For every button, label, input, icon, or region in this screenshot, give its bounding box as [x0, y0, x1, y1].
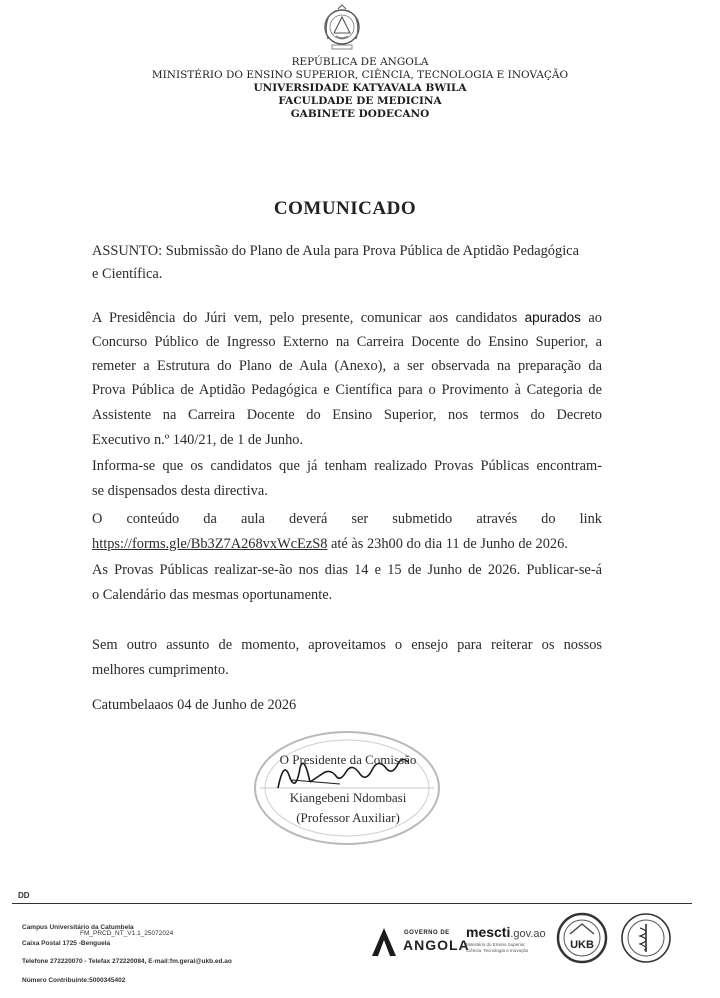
p1-line-1-text: A Presidência do Júri vem, pelo presente, comunicar aos candidatos: [92, 310, 518, 326]
paragraph-3-line-2: [92, 535, 602, 553]
paragraph-4-line-2: o Calendário das mesmas oportunamente.: [92, 587, 333, 603]
mescti-logo: mescti.gov.ao: [466, 924, 546, 940]
paragraph-1-line-3: remeter a Estrutura do Plano de Aula (Anexo), a ser observada na preparação da: [92, 358, 602, 374]
footer-tax-number: Número Contribuinte:5000345402: [22, 977, 126, 984]
header-university: UNIVERSIDADE KATYAVALA BWILA: [253, 82, 467, 94]
governo-de-label: GOVERNO DE: [404, 930, 450, 936]
paragraph-1-line-4: Prova Pública de Aptidão Pedagógica e Científica para o Provimento à Categoria de: [92, 382, 602, 398]
paragraph-1-line-5: Assistente na Carreira Docente do Ensino Superior, nos termos do Decreto: [92, 407, 602, 423]
footer-divider: [12, 903, 692, 904]
paragraph-2-line-1: Informa-se que os candidatos que já tenham realizado Provas Públicas encontram-: [92, 458, 602, 474]
forms-link[interactable]: https://forms.gle/Bb3Z7A268vxWcEzS8: [92, 536, 328, 552]
author-initials: DD: [18, 891, 30, 900]
signatory-role: O Presidente da Comissão: [279, 752, 417, 767]
paragraph-1-line-2: Concurso Público de Ingresso Externo na Carreira Docente do Ensino Superior, a: [92, 334, 602, 350]
subject-line-2: e Científica.: [92, 266, 163, 282]
angola-label: ANGOLA: [403, 937, 470, 953]
p1-line-1-end: ao: [588, 310, 602, 326]
subject-line-1: ASSUNTO: Submissão do Plano de Aula para Prova Pública de Aptidão Pedagógica: [92, 243, 579, 259]
angola-coat-of-arms-icon: [320, 3, 364, 51]
highlighted-word: apurados: [524, 310, 581, 325]
p3-line-2-rest: até às 23h00 do dia 11 de Junho de 2026.: [327, 536, 568, 552]
signatory-rank: (Professor Auxiliar): [296, 810, 400, 825]
header-republic: REPÚBLICA DE ANGOLA: [291, 56, 429, 68]
svg-text:UKB: UKB: [570, 939, 594, 951]
footer-campus: Campus Universitário da Catumbela: [22, 924, 134, 931]
header-office: GABINETE DODECANO: [290, 108, 430, 120]
paragraph-1-line-1: [92, 309, 602, 327]
mescti-subtitle: Ministério do Ensino Superior, Ciência, Tecnologia e Inovação: [466, 942, 529, 953]
signatory-name: Kiangebeni Ndombasi: [289, 790, 407, 805]
paragraph-3-line-1: O conteúdo da aula deverá ser submetido através do link: [92, 511, 602, 527]
footer-postal: Caixa Postal 1725 -Benguela: [22, 940, 111, 947]
ukb-seal-icon: [556, 912, 608, 964]
closing-line-1: Sem outro assunto de momento, aproveitamos o ensejo para reiterar os nossos: [92, 637, 602, 653]
paragraph-4-line-1: As Provas Públicas realizar-se-ão nos dias 14 e 15 de Junho de 2026. Publicar-se-á: [92, 562, 602, 578]
paragraph-2-line-2: se dispensados desta directiva.: [92, 483, 268, 499]
header-ministry: MINISTÉRIO DO ENSINO SUPERIOR, CIÊNCIA, TECNOLOGIA E INOVAÇÃO: [151, 69, 569, 81]
footer-form-code: FM_PRCD_NT_V1.1_25072024: [80, 930, 174, 937]
footer-contacts: Telefone 272220070 - Telefax 272220084, E-mail:fm.geral@ukb.ed.ao: [22, 958, 232, 965]
paragraph-1-line-6: Executivo n.º 140/21, de 1 de Junho.: [92, 432, 304, 448]
place-and-date: Catumbelaaos 04 de Junho de 2026: [92, 697, 297, 713]
header-faculty: FACULDADE DE MEDICINA: [278, 95, 442, 107]
closing-line-2: melhores cumprimento.: [92, 662, 229, 678]
faculty-medicine-seal-icon: [620, 912, 672, 964]
document-title: COMUNICADO: [273, 198, 417, 219]
